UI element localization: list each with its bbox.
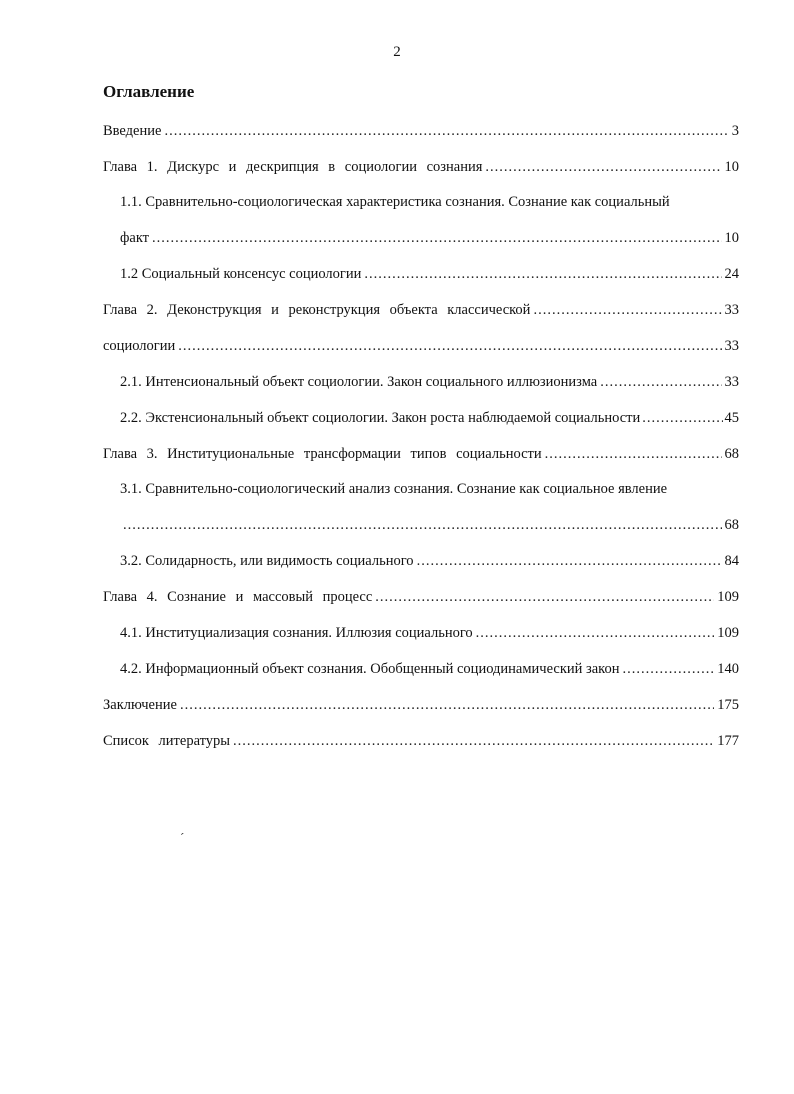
toc-entry-chapter-4[interactable] bbox=[103, 588, 739, 608]
toc-entry-4-1[interactable] bbox=[120, 624, 739, 644]
leader-dots bbox=[375, 588, 714, 606]
toc-entry-page: 68 bbox=[724, 446, 739, 462]
toc-entry-label: Заключение bbox=[103, 697, 177, 713]
toc-entry-page: 109 bbox=[717, 589, 739, 605]
toc-entry-page: 109 bbox=[717, 625, 739, 641]
toc-entry-chapter-3[interactable] bbox=[103, 445, 739, 465]
toc-entry-page: 33 bbox=[724, 374, 739, 390]
toc-entry-label: 4.1. Институциализация сознания. Иллюзия социального bbox=[120, 625, 473, 641]
toc-title: Оглавление bbox=[103, 82, 195, 101]
leader-dots bbox=[642, 409, 722, 427]
leader-dots bbox=[364, 265, 721, 283]
toc-entry-label: Глава 1. Дискурс и дескрипция в социологии сознания bbox=[103, 159, 483, 175]
toc-entry-3-1[interactable] bbox=[120, 516, 739, 536]
toc-entry-label: 2.1. Интенсиональный объект социологии. Закон социального иллюзионизма bbox=[120, 374, 598, 390]
toc-entry-page: 177 bbox=[717, 733, 739, 749]
toc-entry-1-1[interactable] bbox=[120, 229, 739, 249]
toc-entry-label: 2.2. Экстенсиональный объект социологии. Закон роста наблюдаемой социальности bbox=[120, 410, 641, 426]
leader-dots bbox=[600, 373, 721, 391]
toc-entry-page: 33 bbox=[724, 302, 739, 318]
toc-entry-page: 24 bbox=[724, 266, 739, 282]
toc-entry-2-2[interactable] bbox=[120, 409, 739, 429]
toc-entry-page: 33 bbox=[724, 338, 739, 354]
toc-entry-label: Список литературы bbox=[103, 733, 231, 749]
toc-entry-chapter-2[interactable] bbox=[103, 301, 739, 321]
page-number: 2 bbox=[393, 44, 401, 60]
toc-entry-2-1[interactable] bbox=[120, 373, 739, 393]
leader-dots bbox=[533, 301, 721, 319]
toc-entry-label: 1.2 Социальный консенсус социологии bbox=[120, 266, 362, 282]
leader-dots bbox=[623, 660, 715, 678]
leader-dots bbox=[180, 696, 714, 714]
leader-dots bbox=[545, 445, 722, 463]
toc-entry-page: 84 bbox=[724, 553, 739, 569]
toc-entry-chapter-1[interactable] bbox=[103, 158, 739, 178]
toc-entry-page: 3 bbox=[731, 123, 739, 139]
toc-entry-1-1-line1: 1.1. Сравнительно-социологическая характеристика сознания. Сознание как социальный bbox=[120, 194, 670, 210]
toc-entry-conclusion[interactable] bbox=[103, 696, 739, 716]
leader-dots bbox=[123, 516, 722, 534]
toc-entry-label: Глава 4. Сознание и массовый процесс bbox=[103, 589, 373, 605]
toc-entry-introduction[interactable] bbox=[103, 122, 739, 142]
toc-entry-label: Глава 3. Институциональные трансформации типов социальности bbox=[103, 446, 542, 462]
toc-entry-references[interactable] bbox=[103, 732, 739, 752]
toc-entry-page: 175 bbox=[717, 697, 739, 713]
leader-dots bbox=[152, 229, 721, 247]
toc-entry-page: 140 bbox=[717, 661, 739, 677]
toc-entry-label: факт bbox=[120, 230, 150, 246]
toc-entry-label: 3.2. Солидарность, или видимость социального bbox=[120, 553, 414, 569]
toc-entry-page: 10 bbox=[724, 159, 739, 175]
toc-entry-4-2[interactable] bbox=[120, 660, 739, 680]
toc-entry-page: 10 bbox=[724, 230, 739, 246]
leader-dots bbox=[164, 122, 728, 140]
leader-dots bbox=[417, 552, 722, 570]
toc-entry-label: Введение bbox=[103, 123, 162, 139]
toc-entry-page: 45 bbox=[724, 410, 739, 426]
toc-entry-page: 68 bbox=[724, 517, 739, 533]
toc-entry-chapter-2-cont[interactable] bbox=[103, 337, 739, 357]
toc-entry-label: социологии bbox=[103, 338, 176, 354]
leader-dots bbox=[485, 158, 721, 176]
toc-entry-3-2[interactable] bbox=[120, 552, 739, 572]
toc-entry-1-2[interactable] bbox=[120, 265, 739, 285]
toc-entry-label: Глава 2. Деконструкция и реконструкция объекта классической bbox=[103, 302, 531, 318]
stray-mark: ´ bbox=[180, 830, 185, 845]
toc-entry-3-1-line1: 3.1. Сравнительно-социологический анализ сознания. Сознание как социальное явление bbox=[120, 481, 668, 497]
leader-dots bbox=[233, 732, 714, 750]
leader-dots bbox=[476, 624, 715, 642]
leader-dots bbox=[178, 337, 721, 355]
toc-entry-label: 4.2. Информационный объект сознания. Обобщенный социодинамический закон bbox=[120, 661, 620, 677]
